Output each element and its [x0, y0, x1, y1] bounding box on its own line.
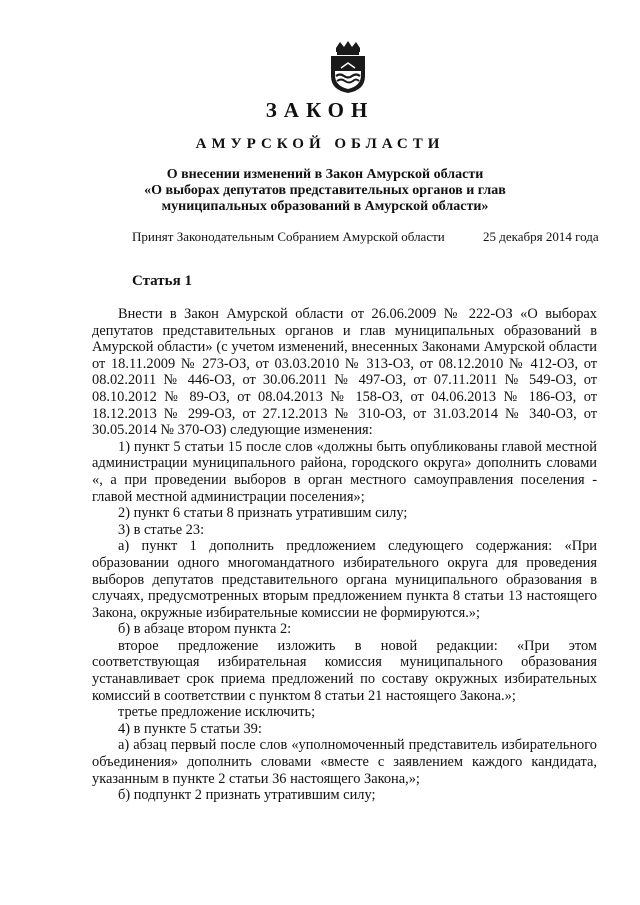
subject-line: муниципальных образований в Амурской области» — [161, 199, 489, 214]
body-paragraph: 3) в статье 23: — [118, 521, 205, 538]
body-paragraph: второе предложение изложить в новой редакции: «При этом соответствующая избирательная комиссия муниципального образования устанавливает срок приема предложений по составу окружных избирательных комиссий в соответствии с пунктом 8 статьи 21 настоящего Закона.»; — [92, 637, 597, 704]
body-paragraph: б) в абзаце втором пункта 2: — [118, 621, 292, 638]
law-subject — [120, 167, 530, 215]
body-paragraph: третье предложение исключить; — [118, 704, 316, 721]
subject-line: О внесении изменений в Закон Амурской области — [166, 167, 484, 182]
body-paragraph: а) абзац первый после слов «уполномоченный представитель избирательного объединения» дополнить словами «вместе с заявлением каждого кандидата, указанным в пункте 2 статьи 36 настоящего Закона,»; — [92, 737, 597, 787]
adopted-date: 25 декабря 2014 года — [483, 229, 599, 244]
body-paragraph: Внести в Закон Амурской области от 26.06.2009 № 222-ОЗ «О выборах депутатов представительных органов и глав муниципальных образований в Амурской области» (с учетом изменений, внесенных Законами Амурской области от 18.11.2009 № 273-ОЗ, от 03.03.2010 № 313-ОЗ, от 08.12.2010 № 412-ОЗ, от 08.02.2011 № 446-ОЗ, от 30.06.2011 № 497-ОЗ, от 07.11.2011 № 549-ОЗ, от 08.10.2012 № 89-ОЗ, от 08.04.2013 № 158-ОЗ, от 04.06.2013 № 186-ОЗ, от 18.12.2013 № 299-ОЗ, от 27.12.2013 № 310-ОЗ, от 31.03.2014 № 340-ОЗ, от 30.05.2014 № 370-ОЗ) следующие изменения: — [92, 306, 597, 439]
document-title: ЗАКОН — [265, 98, 375, 122]
article-body — [92, 306, 597, 804]
subject-line: «О выборах депутатов представительных органов и глав — [144, 183, 506, 198]
region-title: АМУРСКОЙ ОБЛАСТИ — [195, 136, 445, 152]
coat-of-arms-emblem — [327, 40, 369, 94]
adopted-statement: Принят Законодательным Собранием Амурской области — [132, 229, 445, 244]
body-paragraph: б) подпункт 2 признать утратившим силу; — [118, 787, 376, 804]
body-paragraph: 4) в пункте 5 статьи 39: — [118, 720, 262, 737]
article-heading: Статья 1 — [132, 273, 192, 289]
body-paragraph: а) пункт 1 дополнить предложением следующего содержания: «При образовании одного многомандатного избирательного округа для проведения выборов депутатов представительного органа муниципального образования в случаях, предусмотренных вторым предложением пункта 8 статьи 13 настоящего Закона, окружные избирательные комиссии не формируются.»; — [92, 538, 597, 621]
body-paragraph: 1) пункт 5 статьи 15 после слов «должны быть опубликованы главой местной администрации муниципального района, городского округа» дополнить словами «, а при проведении выборов в орган местного самоуправления поселения - главой местной администрации поселения»; — [92, 438, 597, 505]
body-paragraph: 2) пункт 6 статьи 8 признать утратившим силу; — [118, 505, 408, 522]
